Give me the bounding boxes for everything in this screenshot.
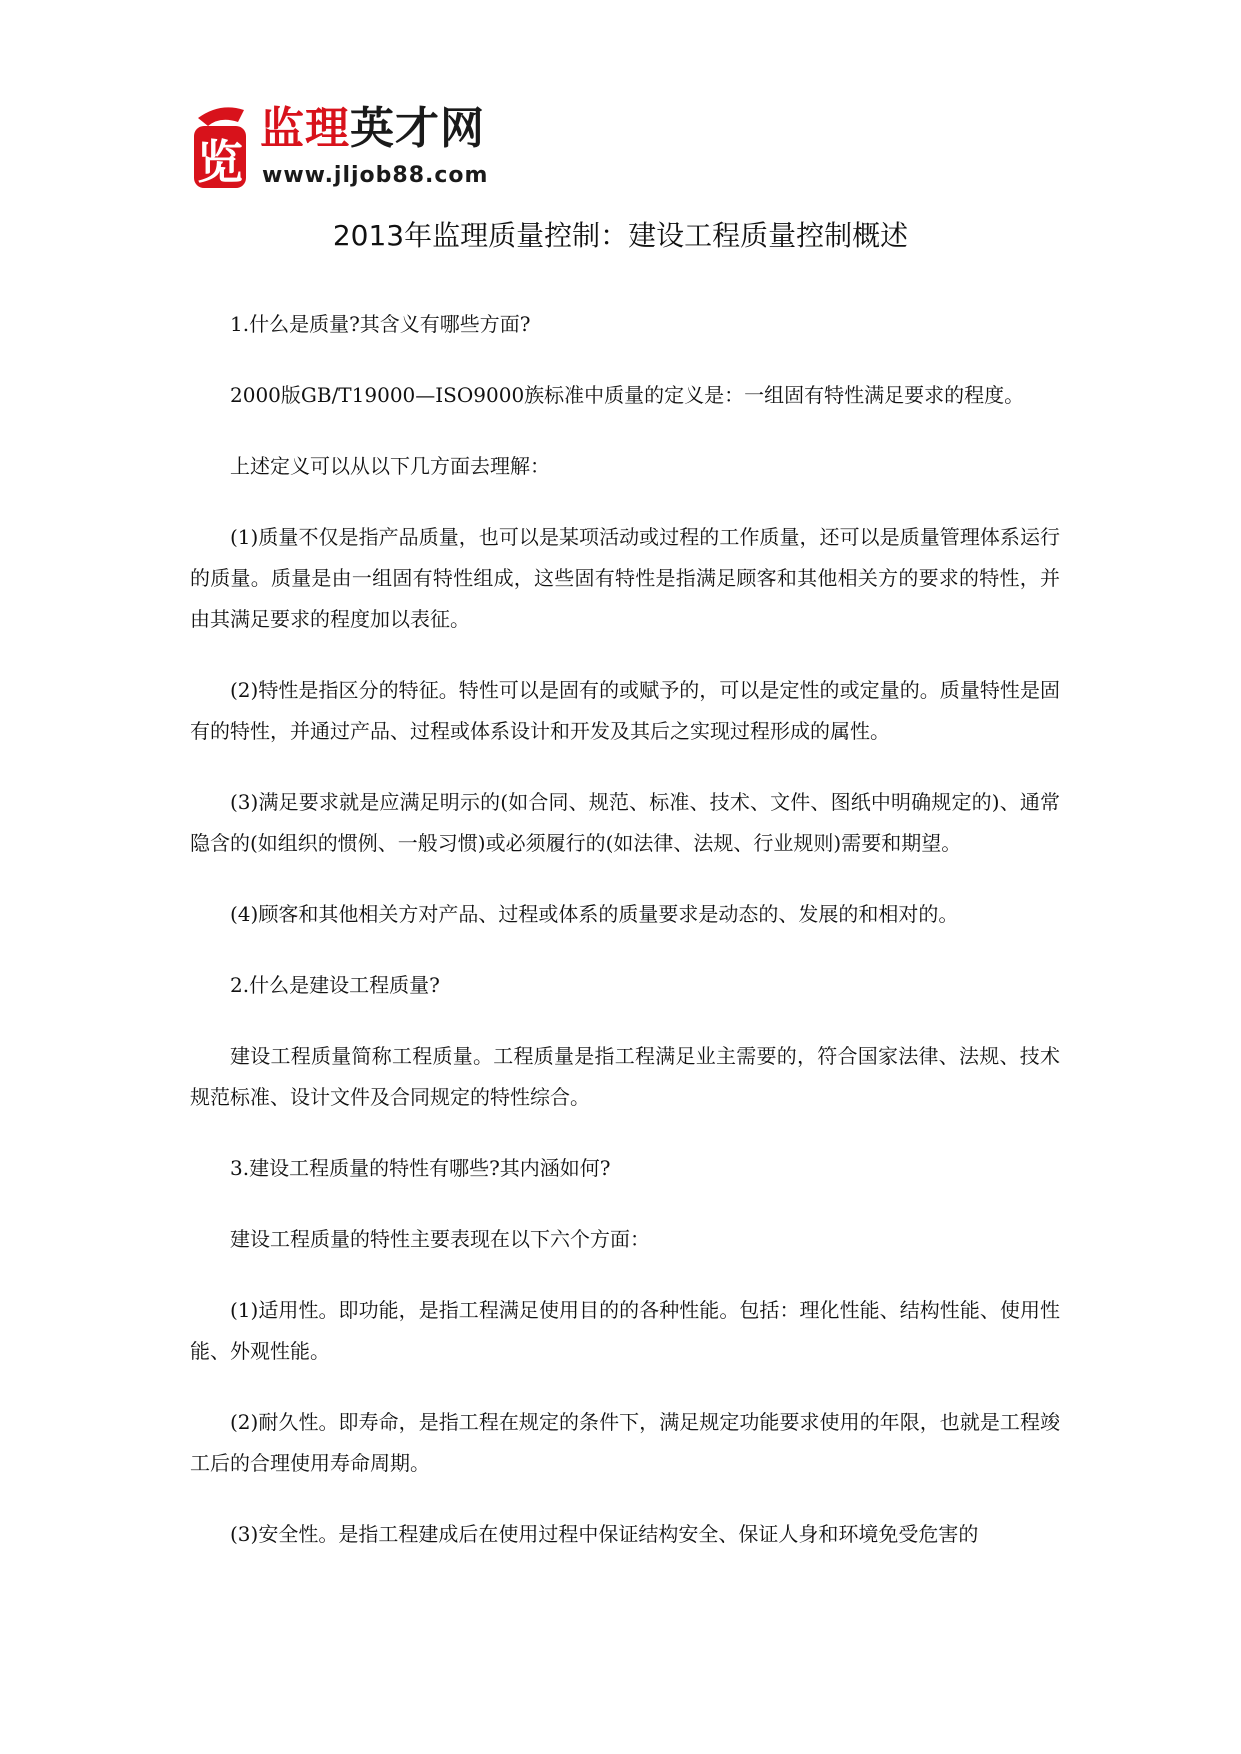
paragraph-6: (3)满足要求就是应满足明示的(如合同、规范、标准、技术、文件、图纸中明确规定的)、通常隐含的(如组织的惯例、一般习惯)或必须履行的(如法律、法规、行业规则)需要和期望。 [190,790,1060,855]
article-body [190,304,1060,1585]
logo-name-black: 英才网 [350,103,485,154]
paragraph-12: (1)适用性。即功能，是指工程满足使用目的的各种性能。包括：理化性能、结构性能、使用性能、外观性能。 [190,1298,1060,1363]
paragraph-8: 2.什么是建设工程质量? [230,973,440,997]
paragraph-13: (2)耐久性。即寿命，是指工程在规定的条件下，满足规定功能要求使用的年限，也就是工程竣工后的合理使用寿命周期。 [190,1410,1060,1475]
paragraph-11: 建设工程质量的特性主要表现在以下六个方面： [230,1227,650,1251]
paragraph-4: (1)质量不仅是指产品质量，也可以是某项活动或过程的工作质量，还可以是质量管理体系运行的质量。质量是由一组固有特性组成，这些固有特性是指满足顾客和其他相关方的要求的特性，并由其满足要求的程度加以表征。 [190,525,1060,631]
logo-wordmark [260,102,485,156]
paragraph-9: 建设工程质量简称工程质量。工程质量是指工程满足业主需要的，符合国家法律、法规、技术规范标准、设计文件及合同规定的特性综合。 [190,1044,1060,1109]
logo-name-red: 监理 [260,103,350,154]
paragraph-14: (3)安全性。是指工程建成后在使用过程中保证结构安全、保证人身和环境免受危害的 [230,1522,979,1546]
paragraph-10: 3.建设工程质量的特性有哪些?其内涵如何? [230,1156,611,1180]
paragraph-7: (4)顾客和其他相关方对产品、过程或体系的质量要求是动态的、发展的和相对的。 [230,902,959,926]
site-logo[interactable] [190,98,510,202]
logo-mark-icon [190,100,252,198]
article-title: 2013年监理质量控制：建设工程质量控制概述 [332,219,909,252]
paragraph-5: (2)特性是指区分的特征。特性可以是固有的或赋予的，可以是定性的或定量的。质量特性是固有的特性，并通过产品、过程或体系设计和开发及其后之实现过程形成的属性。 [190,678,1060,743]
paragraph-2: 2000版GB/T19000—ISO9000族标准中质量的定义是：一组固有特性满足要求的程度。 [230,383,1025,407]
paragraph-1: 1.什么是质量?其含义有哪些方面? [230,312,531,336]
logo-glyph: 览 [197,135,243,189]
paragraph-3: 上述定义可以从以下几方面去理解： [230,454,550,478]
logo-url: www.jljob88.com [262,163,489,188]
